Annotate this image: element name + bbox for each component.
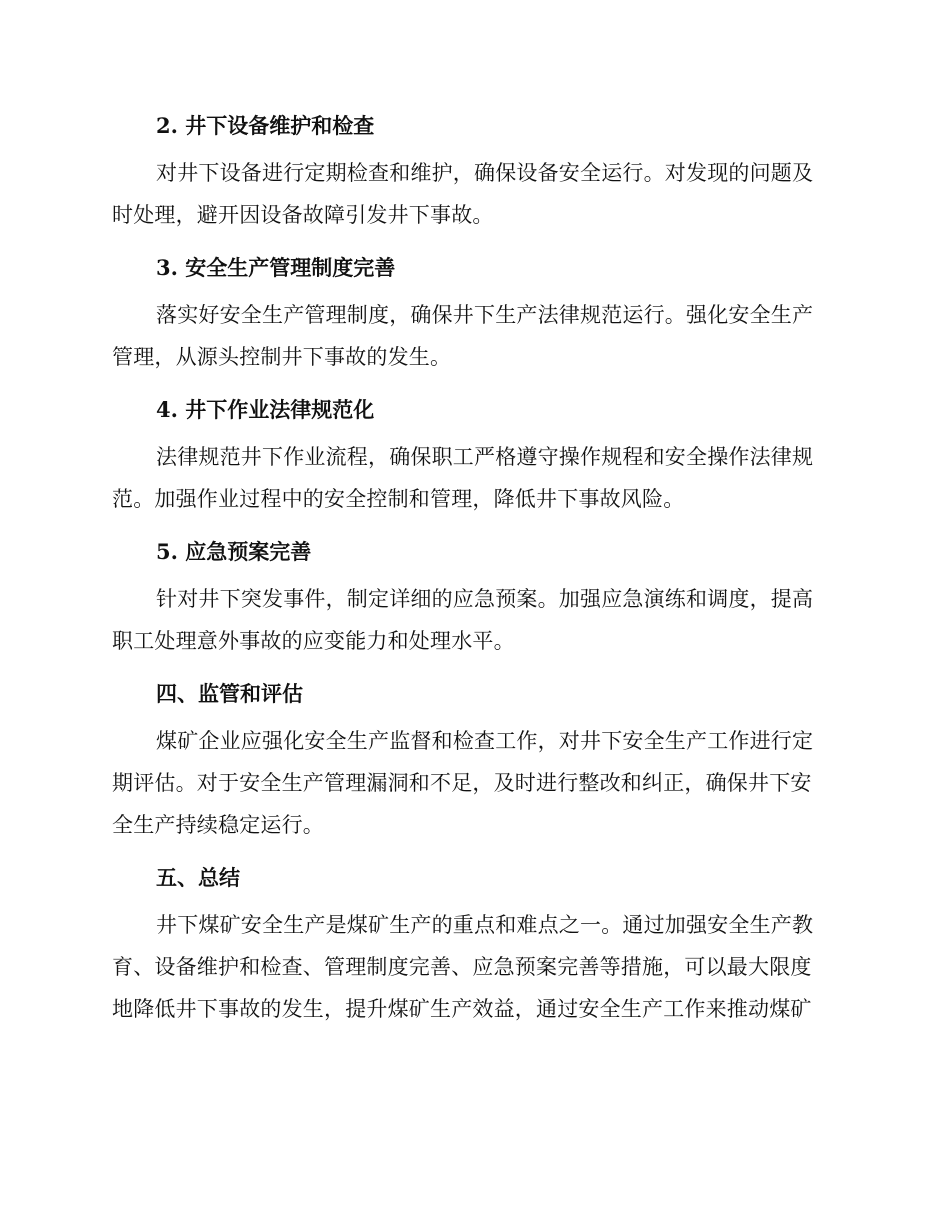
paragraph-line: 对井下设备进行定期检查和维护，确保设备安全运行。对发现的问题及: [156, 161, 814, 185]
section-paragraph: [112, 904, 832, 1030]
section-heading: 2. 井下设备维护和检查: [156, 113, 375, 138]
section-paragraph: [112, 152, 832, 236]
paragraph-line: 法律规范井下作业流程，确保职工严格遵守操作规程和安全操作法律规: [156, 445, 814, 469]
paragraph-line: 地降低井下事故的发生，提升煤矿生产效益，通过安全生产工作来推动煤矿: [112, 997, 812, 1021]
section-paragraph: [112, 578, 832, 662]
paragraph-line: 范。加强作业过程中的安全控制和管理，降低井下事故风险。: [112, 487, 685, 511]
section-paragraph: [112, 436, 832, 520]
section-heading: 五、总结: [156, 865, 240, 890]
section-paragraph: [112, 294, 832, 378]
paragraph-line: 育、设备维护和检查、管理制度完善、应急预案完善等措施，可以最大限度: [112, 955, 812, 979]
paragraph-line: 管理，从源头控制井下事故的发生。: [112, 345, 452, 369]
section-heading: 3. 安全生产管理制度完善: [156, 255, 396, 280]
section-emergency-plan: [112, 536, 832, 678]
paragraph-line: 针对井下突发事件，制定详细的应急预案。加强应急演练和调度，提高: [156, 587, 814, 611]
section-summary: [112, 862, 832, 1030]
paragraph-line: 职工处理意外事故的应变能力和处理水平。: [112, 629, 515, 653]
section-heading: 5. 应急预案完善: [156, 539, 312, 564]
paragraph-line: 时处理，避开因设备故障引发井下事故。: [112, 203, 494, 227]
document-page: [112, 110, 832, 1030]
section-paragraph: [112, 720, 832, 846]
section-management-system: [112, 252, 832, 394]
section-supervision-evaluation: [112, 678, 832, 862]
section-equipment-maintenance: [112, 110, 832, 252]
paragraph-line: 全生产持续稳定运行。: [112, 813, 324, 837]
paragraph-line: 煤矿企业应强化安全生产监督和检查工作，对井下安全生产工作进行定: [156, 729, 814, 753]
paragraph-line: 井下煤矿安全生产是煤矿生产的重点和难点之一。通过加强安全生产教: [156, 913, 814, 937]
section-operation-standardization: [112, 394, 832, 536]
paragraph-line: 落实好安全生产管理制度，确保井下生产法律规范运行。强化安全生产: [156, 303, 814, 327]
paragraph-line: 期评估。对于安全生产管理漏洞和不足，及时进行整改和纠正，确保井下安: [112, 771, 812, 795]
section-heading: 四、监管和评估: [156, 681, 303, 706]
section-heading: 4. 井下作业法律规范化: [156, 397, 375, 422]
